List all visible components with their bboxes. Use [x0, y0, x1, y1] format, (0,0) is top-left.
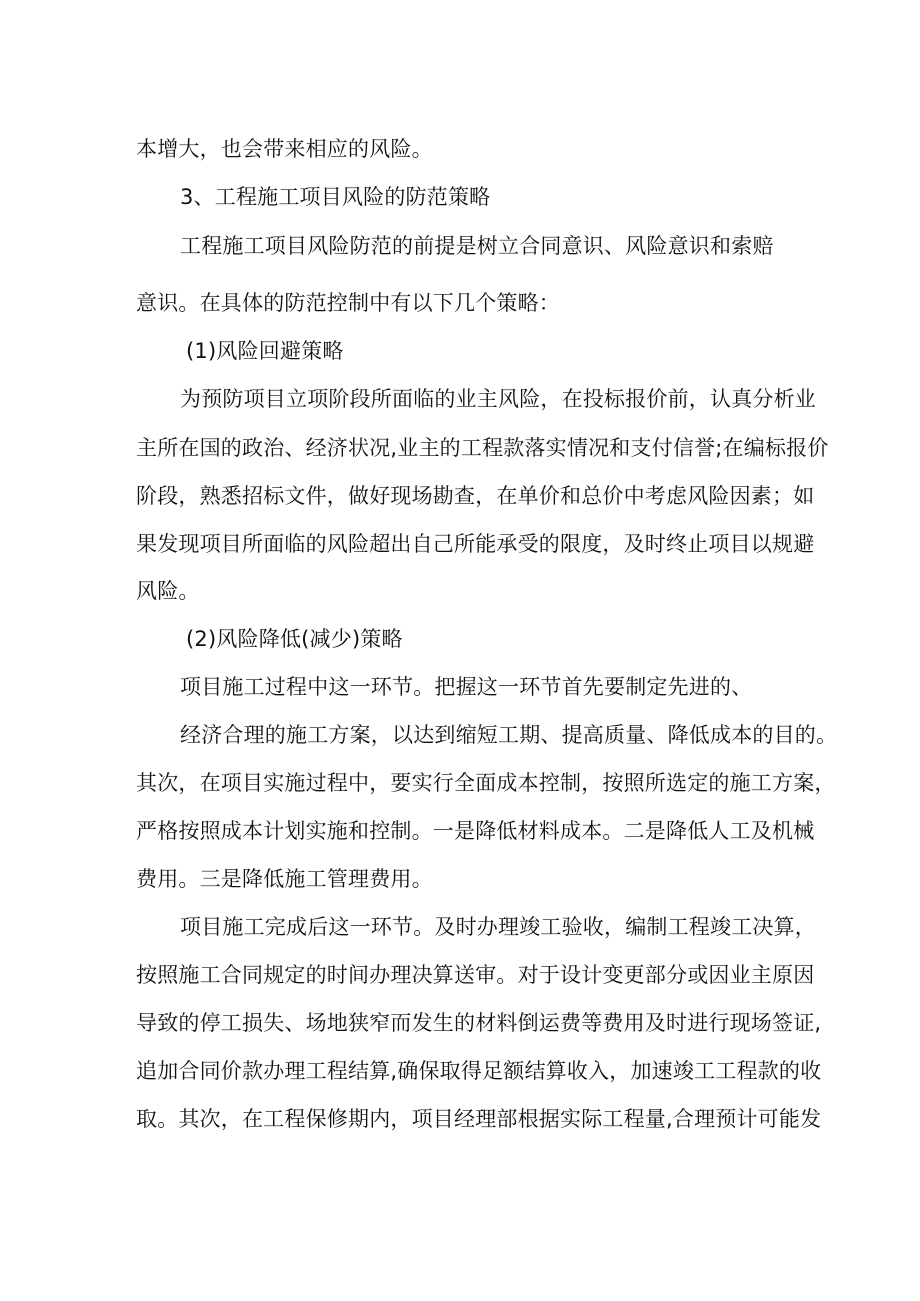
- subsection-heading: (2)风险降低(减少)策略: [186, 627, 403, 651]
- text-line: 本增大，也会带来相应的风险。: [136, 137, 433, 161]
- text-line: 意识。在具体的防范控制中有以下几个策略：: [136, 291, 560, 315]
- text-line: 果发现项目所面临的风险超出自己所能承受的限度，及时终止项目以规避: [136, 532, 815, 556]
- text-line: 项目施工完成后这一环节。及时办理竣工验收，编制工程竣工决算，: [180, 915, 816, 939]
- text-line: 其次，在项目实施过程中，要实行全面成本控制，按照所选定的施工方案，: [136, 771, 836, 795]
- text-line: 风险。: [136, 579, 200, 603]
- text-line: 取。其次，在工程保修期内，项目经理部根据实际工程量,合理预计可能发: [136, 1107, 822, 1131]
- text-line: 工程施工项目风险防范的前提是树立合同意识、风险意识和索赔: [180, 234, 774, 258]
- subsection-heading: (1)风险回避策略: [186, 339, 344, 363]
- text-line: 为预防项目立项阶段所面临的业主风险，在投标报价前，认真分析业: [180, 387, 816, 411]
- text-line: 阶段，熟悉招标文件，做好现场勘查，在单价和总价中考虑风险因素；如: [136, 484, 815, 508]
- text-line: 经济合理的施工方案，以达到缩短工期、提高质量、降低成本的目的。: [180, 723, 838, 747]
- text-line: 导致的停工损失、场地狭窄而发生的材料倒运费等费用及时进行现场签证,: [136, 1011, 822, 1035]
- text-line: 项目施工过程中这一环节。把握这一环节首先要制定先进的、: [180, 675, 753, 699]
- text-line: 费用。三是降低施工管理费用。: [136, 867, 433, 891]
- section-heading: 3、工程施工项目风险的防范策略: [180, 185, 491, 209]
- text-line: 主所在国的政治、经济状况,业主的工程款落实情况和支付信誉;在编标报价: [136, 436, 829, 460]
- text-line: 严格按照成本计划实施和控制。一是降低材料成本。二是降低人工及机械: [136, 819, 815, 843]
- text-line: 追加合同价款办理工程结算,确保取得足额结算收入，加速竣工工程款的收: [136, 1059, 822, 1083]
- text-line: 按照施工合同规定的时间办理决算送审。对于设计变更部分或因业主原因: [136, 963, 815, 987]
